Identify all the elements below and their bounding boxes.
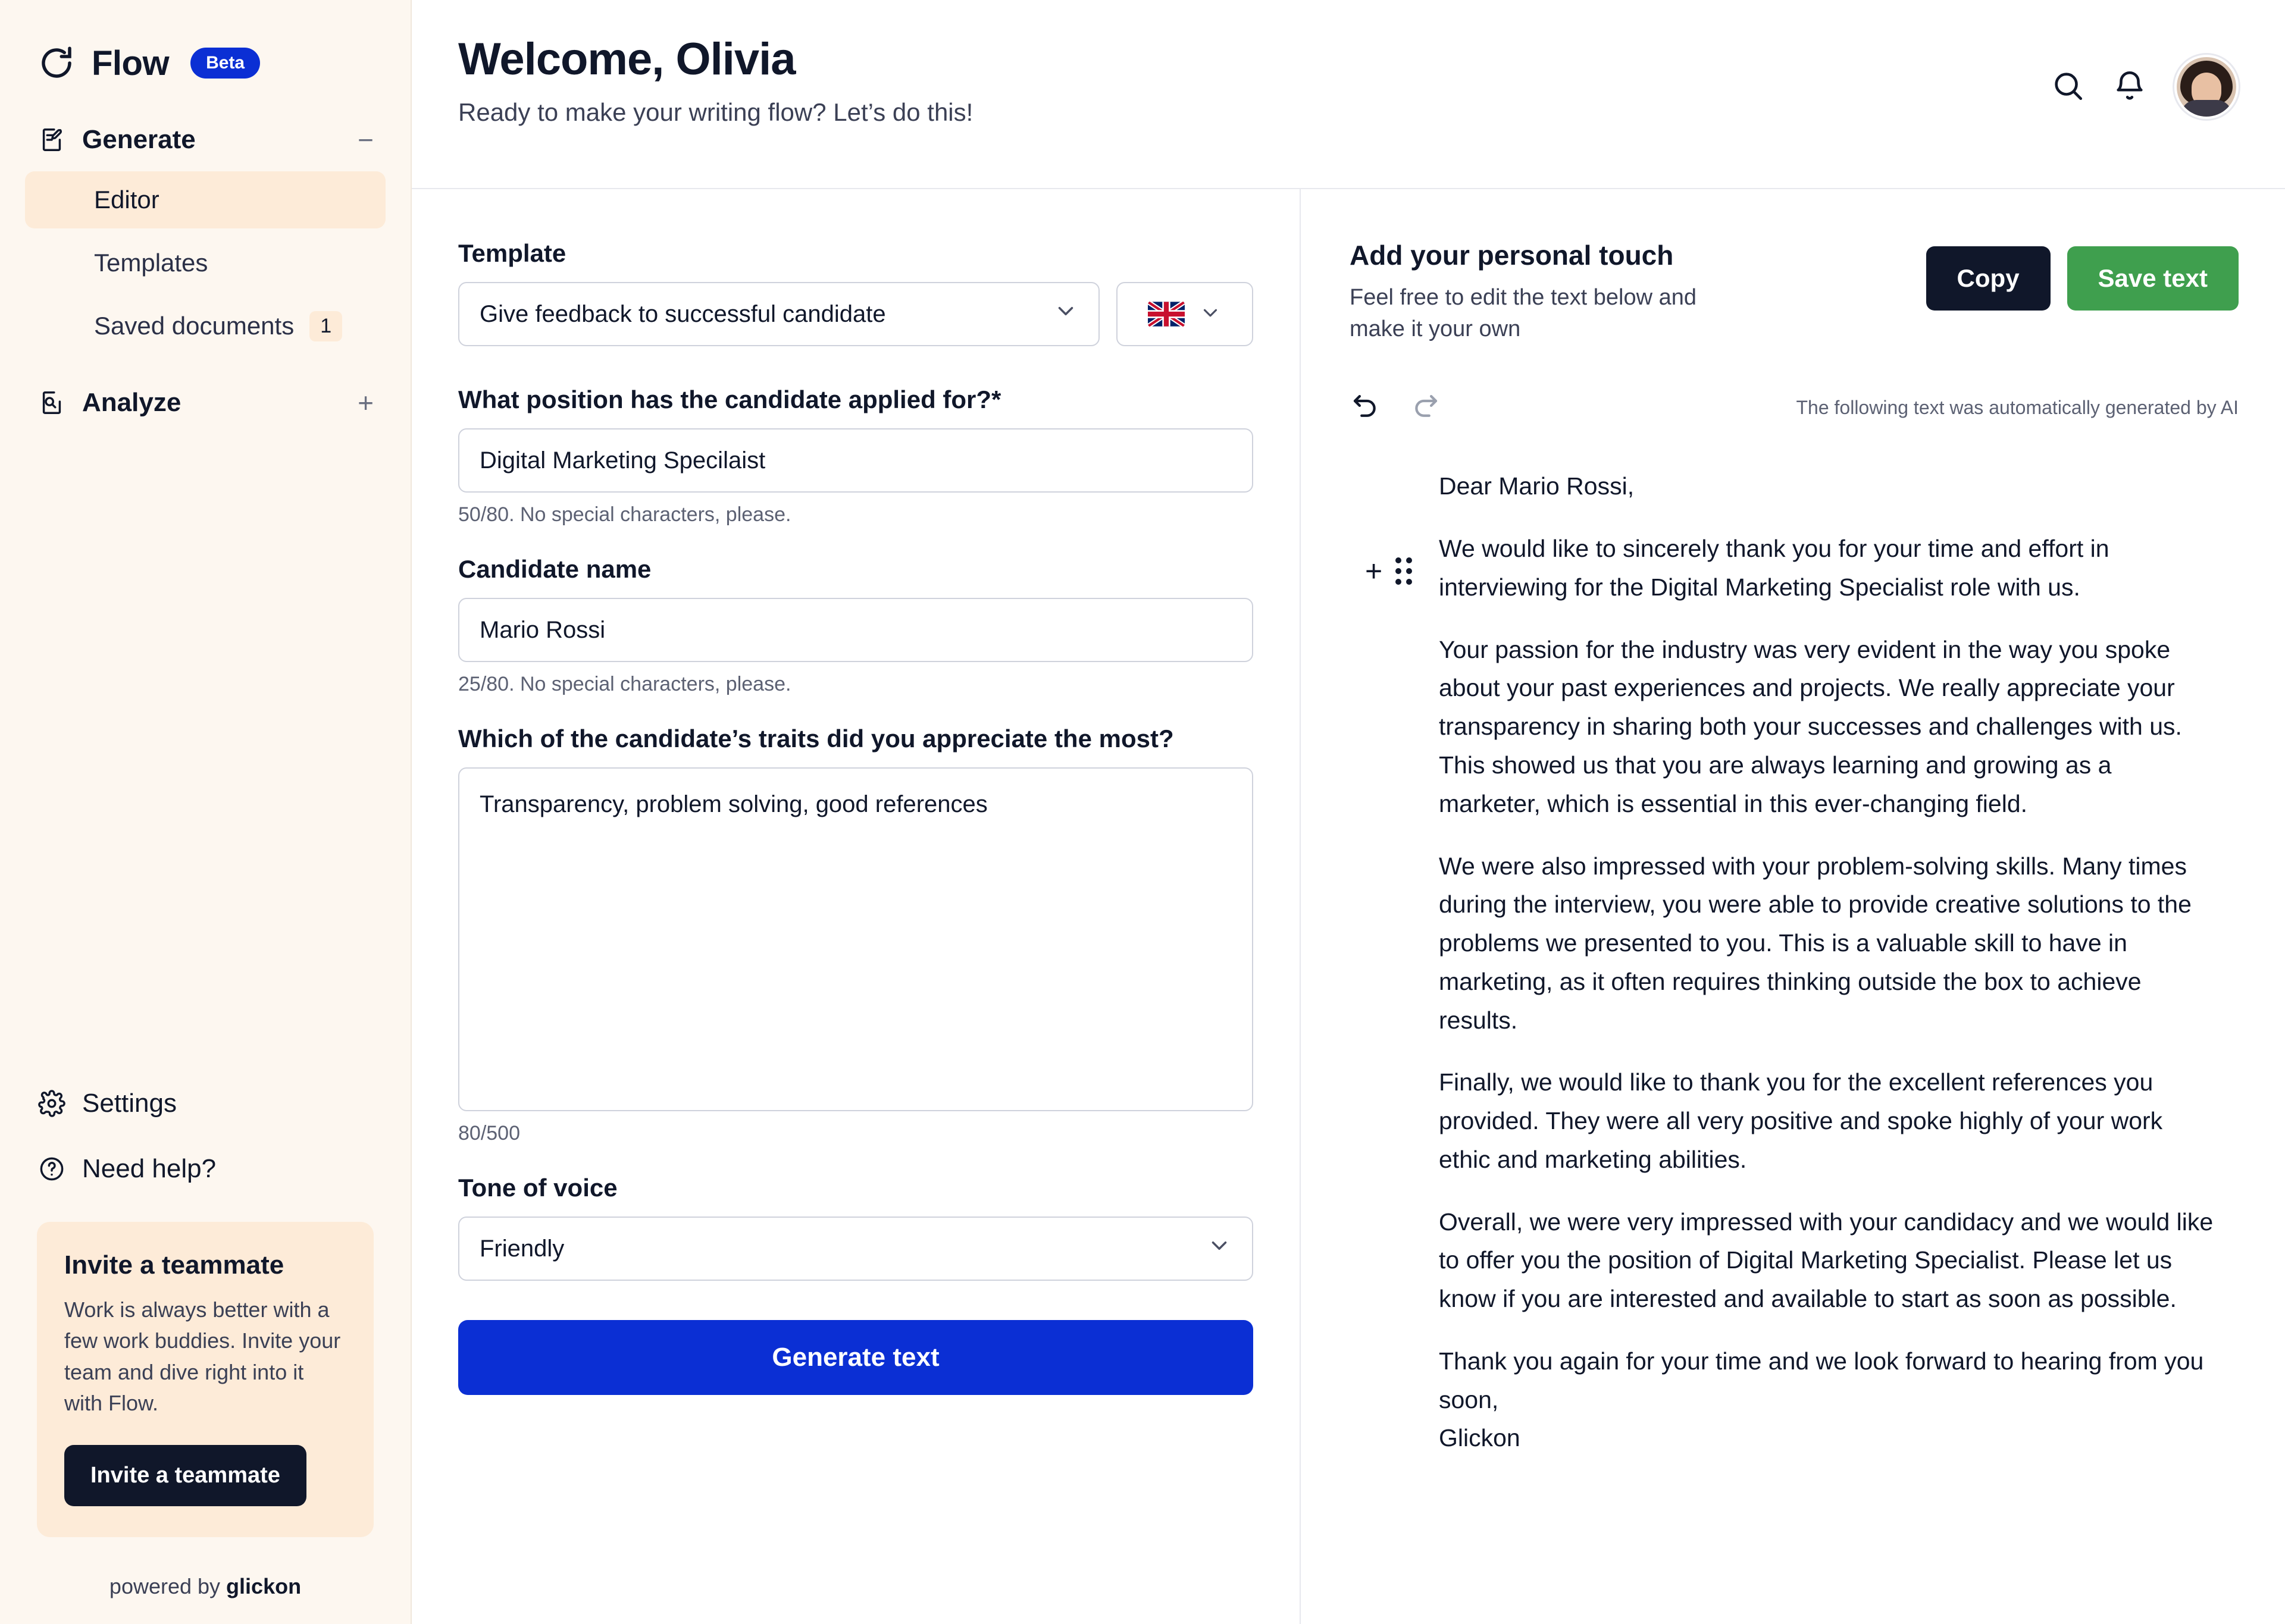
generate-text-button[interactable]: Generate text <box>458 1320 1253 1395</box>
sidebar-item-need-help[interactable] <box>37 1136 374 1202</box>
doc-paragraph: We were also impressed with your problem-solving skills. Many times during the interview, you were able to provide creative solutions to the problems we presented to you. This is a valuable skill to have in marketing, as it often requires thinking outside the box to achieve results. <box>1439 852 2192 1034</box>
form-pane <box>412 189 1301 1624</box>
traits-textarea[interactable] <box>458 767 1253 1111</box>
undo-icon[interactable] <box>1350 390 1382 425</box>
gear-icon <box>37 1089 67 1118</box>
brand-name: Flow <box>92 43 170 83</box>
language-select[interactable] <box>1116 282 1253 346</box>
bell-icon[interactable] <box>2112 68 2147 106</box>
sidebar-item-analyze[interactable] <box>0 377 411 428</box>
tone-select-value: Friendly <box>480 1235 565 1262</box>
sidebar-label-editor: Editor <box>94 186 159 214</box>
sidebar-label-analyze: Analyze <box>82 388 181 417</box>
position-helper: 50/80. No special characters, please. <box>458 503 791 526</box>
question-circle-icon <box>37 1154 67 1184</box>
doc-paragraph: Dear Mario Rossi, <box>1439 472 1635 500</box>
sidebar-item-generate[interactable] <box>0 114 411 165</box>
doc-paragraph: Finally, we would like to thank you for the excellent references you provided. They were all very positive and spoke highly of your work ethic and marketing abilities. <box>1439 1068 2163 1173</box>
position-input-value: Digital Marketing Specilaist <box>480 447 766 474</box>
sidebar-label-settings: Settings <box>82 1089 177 1118</box>
doc-paragraph: Your passion for the industry was very evident in the way you spoke about your past experiences and projects. We really appreciate your transparency in sharing both your successes and challenges with us. This showed us that you are always learning and growing as a marketer, which is essential in this ever-changing field. <box>1439 635 2182 817</box>
search-icon[interactable] <box>2051 68 2085 106</box>
output-subtitle: Feel free to edit the text below and make it your own <box>1350 285 1697 342</box>
sidebar-label-saved-documents: Saved documents <box>94 312 295 340</box>
welcome-block <box>458 33 2051 127</box>
expand-toggle-analyze[interactable]: + <box>358 387 374 418</box>
traits-helper: 80/500 <box>458 1122 520 1145</box>
page-subtitle: Ready to make your writing flow? Let’s do this! <box>458 98 974 126</box>
template-select-value: Give feedback to successful candidate <box>480 300 886 327</box>
tone-select[interactable] <box>458 1217 1253 1281</box>
tone-label: Tone of voice <box>458 1174 618 1202</box>
chevron-down-icon <box>1053 299 1078 330</box>
document-search-icon <box>37 388 67 418</box>
main-area <box>412 0 2285 1624</box>
template-row <box>458 282 1253 346</box>
doc-paragraph: Thank you again for your time and we look forward to hearing from you soon, <box>1439 1347 2204 1413</box>
invite-teammate-card <box>37 1222 374 1537</box>
traits-textarea-value: Transparency, problem solving, good references <box>480 791 988 817</box>
traits-label: Which of the candidate’s traits did you appreciate the most? <box>458 725 1174 753</box>
invite-card-title: Invite a teammate <box>64 1250 284 1280</box>
avatar-body <box>2181 100 2232 119</box>
sidebar-item-saved-documents[interactable] <box>25 297 386 355</box>
template-select[interactable] <box>458 282 1100 346</box>
refresh-circle-icon <box>37 43 76 83</box>
powered-by <box>37 1537 374 1599</box>
sidebar-label-need-help: Need help? <box>82 1154 217 1184</box>
position-input[interactable] <box>458 428 1253 493</box>
output-actions <box>1926 239 2239 311</box>
invite-card-body: Work is always better with a few work buddies. Invite your team and dive right into it with Flow. <box>64 1297 341 1415</box>
brand <box>0 0 411 89</box>
content-area <box>412 189 2285 1624</box>
ai-generated-note: The following text was automatically generated by AI <box>1796 397 2239 419</box>
editor-toolbar <box>1350 390 2239 441</box>
invite-teammate-button[interactable]: Invite a teammate <box>64 1445 306 1506</box>
page-title: Welcome, Olivia <box>458 34 796 84</box>
sidebar-label-templates: Templates <box>94 249 208 277</box>
avatar[interactable] <box>2174 55 2239 119</box>
nav-generate-section <box>0 114 411 428</box>
drag-handle-icon[interactable] <box>1395 557 1412 585</box>
candidate-name-helper: 25/80. No special characters, please. <box>458 673 791 695</box>
doc-paragraph: We would like to sincerely thank you for your time and effort in interviewing for the Digital Marketing Specialist role with us. <box>1439 535 2109 601</box>
sidebar-bottom <box>0 1071 411 1624</box>
uk-flag-icon <box>1148 301 1185 327</box>
topbar-actions <box>2051 33 2239 119</box>
output-header <box>1350 239 2239 345</box>
generated-document[interactable] <box>1350 467 2239 1457</box>
candidate-name-label: Candidate name <box>458 555 652 583</box>
candidate-name-input[interactable] <box>458 598 1253 662</box>
doc-paragraph: Glickon <box>1439 1424 1520 1452</box>
chevron-down-icon <box>1207 1233 1232 1264</box>
collapse-toggle-generate[interactable]: − <box>358 124 374 155</box>
candidate-name-value: Mario Rossi <box>480 616 606 643</box>
output-pane <box>1301 189 2285 1624</box>
copy-button[interactable]: Copy <box>1926 246 2051 311</box>
position-label: What position has the candidate applied for?* <box>458 385 1001 413</box>
saved-documents-count: 1 <box>309 311 342 341</box>
powered-by-prefix: powered by <box>109 1574 227 1598</box>
add-block-icon[interactable]: + <box>1365 554 1383 588</box>
sidebar-item-settings[interactable] <box>37 1071 374 1136</box>
output-header-text <box>1350 239 1926 345</box>
sidebar <box>0 0 412 1624</box>
chevron-down-icon <box>1199 302 1222 327</box>
paragraph-handles <box>1365 556 1412 586</box>
doc-paragraph: Overall, we were very impressed with your candidacy and we would like to offer you the position of Digital Marketing Specialist. Please let us know if you are interested and available to start as soon as possible. <box>1439 1208 2214 1313</box>
document-edit-icon <box>37 125 67 155</box>
output-title: Add your personal touch <box>1350 240 1674 271</box>
sidebar-label-generate: Generate <box>82 125 196 154</box>
top-bar <box>412 0 2285 189</box>
sidebar-item-editor[interactable] <box>25 171 386 228</box>
save-text-button[interactable]: Save text <box>2067 246 2239 311</box>
redo-icon[interactable] <box>1409 390 1441 425</box>
sidebar-item-templates[interactable] <box>25 234 386 291</box>
template-label: Template <box>458 239 566 267</box>
powered-by-brand: glickon <box>226 1574 302 1598</box>
undo-redo-group <box>1350 390 1441 425</box>
beta-badge: Beta <box>190 48 260 79</box>
